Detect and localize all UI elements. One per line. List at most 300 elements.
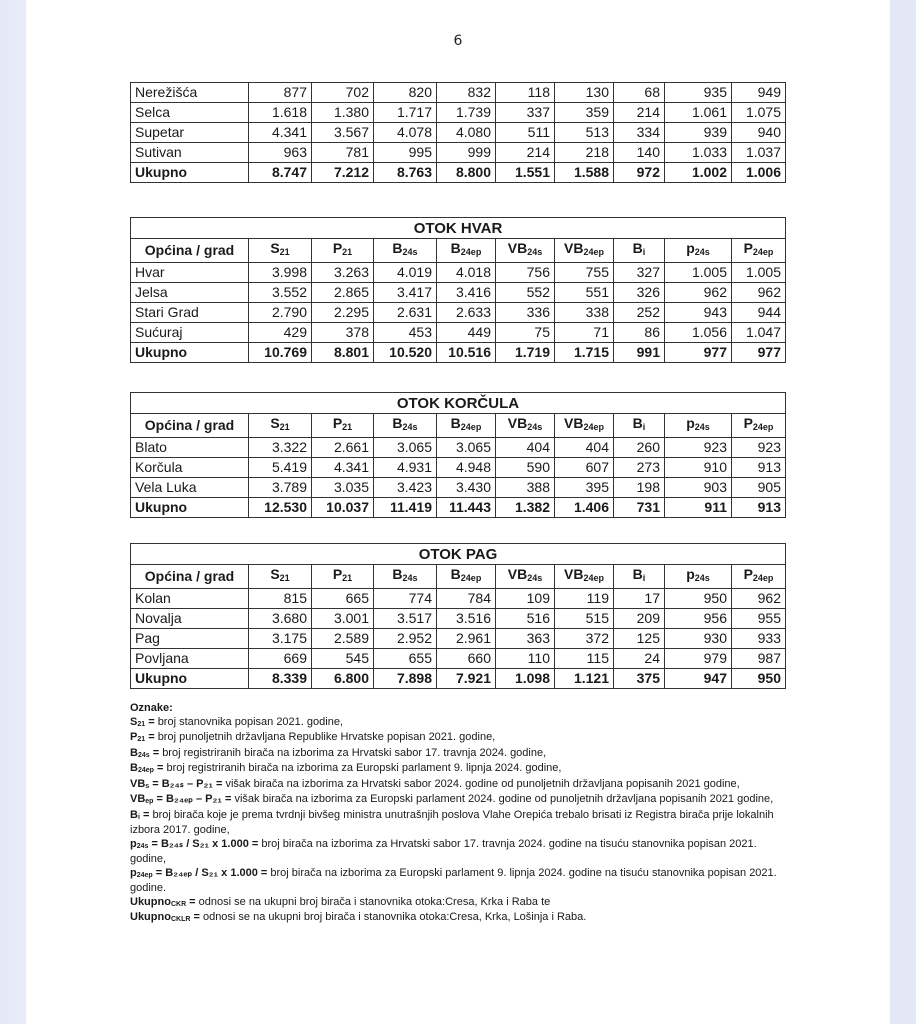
total-cell: 10.769 [249,343,312,363]
table-cell: 24 [614,649,665,669]
table-row [131,263,786,283]
total-cell: 6.800 [312,669,374,689]
legend-item [130,867,790,896]
table-cell: 4.341 [312,458,374,478]
total-cell: 10.520 [374,343,437,363]
column-header [312,414,374,438]
table-cell: 4.080 [437,123,496,143]
column-header-label: Općina / grad [144,242,235,258]
table-cell: 905 [732,478,786,498]
table-cell: 963 [249,143,312,163]
table-cell: 815 [249,589,312,609]
table-cell: 3.789 [249,478,312,498]
table-cell: 955 [732,609,786,629]
total-cell: 1.098 [496,669,555,689]
legend-term [130,716,158,728]
total-cell: 1.121 [555,669,614,689]
legend-formula: = [186,895,199,908]
legend-formula: = [190,911,203,923]
column-header [437,565,496,589]
table-cell: 1.618 [249,103,312,123]
municipality-name: Hvar [131,263,249,283]
column-header-subscript: 24s [527,422,543,432]
table-cell: 2.961 [437,629,496,649]
table-cell: 218 [555,143,614,163]
column-header [131,565,249,589]
column-header-label: VB [564,566,584,582]
column-header [374,414,437,438]
legend-term-base: B [130,808,138,821]
table-cell: 660 [437,649,496,669]
legend-description: višak birača na izborima za Hrvatski sabor 2024. godine od punoljetnih državljana popisanih 2021 godine, [225,777,740,790]
column-header-label: B [632,566,643,582]
table-cell: 513 [555,123,614,143]
table-cell: 334 [614,123,665,143]
column-header-label: Općina / grad [144,417,235,433]
total-cell: 8.801 [312,343,374,363]
table-cell: 2.295 [312,303,374,323]
table-cell: 3.322 [249,438,312,458]
table-total-row [131,669,786,689]
column-header [614,565,665,589]
total-cell: 10.516 [437,343,496,363]
table-cell: 359 [555,103,614,123]
legend-term-base: B [130,746,138,759]
table-cell: 3.417 [374,283,437,303]
table-cell: 3.416 [437,283,496,303]
table-cell: 979 [665,649,732,669]
table-row [131,83,786,103]
table-cell: 545 [312,649,374,669]
table-cell: 68 [614,83,665,103]
table-cell: 260 [614,438,665,458]
column-header-label: p [686,415,695,431]
column-header [614,239,665,263]
table-cell: 404 [555,438,614,458]
legend-term [130,762,166,774]
table-cell: 950 [665,589,732,609]
legend-term-base: S [130,715,138,728]
municipality-name: Supetar [131,123,249,143]
table-cell: 923 [665,438,732,458]
column-header-subscript: 21 [342,573,353,583]
table-cell: 1.717 [374,103,437,123]
table-cell: 913 [732,458,786,478]
column-header-subscript: 21 [279,422,290,432]
legend-item [130,896,790,912]
legend-term [130,838,261,850]
table-cell: 4.948 [437,458,496,478]
municipality-name: Novalja [131,609,249,629]
table-cell: 987 [732,649,786,669]
table-cell: 2.633 [437,303,496,323]
column-header-subscript: 24s [527,247,543,257]
column-header-subscript: 24ep [583,247,604,257]
total-cell: 8.747 [249,163,312,183]
legend-item [130,838,790,867]
legend-term-base: Ukupno [130,911,171,923]
document-page [26,0,890,1024]
legend-term [130,731,158,743]
table-cell: 1.380 [312,103,374,123]
total-cell: 977 [665,343,732,363]
column-header-subscript: 24s [402,422,418,432]
column-header [555,565,614,589]
column-header-label: S [270,415,280,431]
total-cell: 1.588 [555,163,614,183]
column-header [555,239,614,263]
table-title-row [131,218,786,239]
table-cell: 214 [614,103,665,123]
table-brac-continued [130,82,786,183]
table-cell: 1.739 [437,103,496,123]
municipality-name: Korčula [131,458,249,478]
legend-term-base: B [130,762,138,774]
table-cell: 1.047 [732,323,786,343]
total-cell: 913 [732,498,786,518]
column-header-subscript: 24s [402,247,418,257]
table-total-row [131,343,786,363]
table-cell: 552 [496,283,555,303]
column-header [555,414,614,438]
municipality-name: Stari Grad [131,303,249,323]
table-cell: 337 [496,103,555,123]
column-header-label: B [450,240,461,256]
total-cell: 8.800 [437,163,496,183]
legend-item [130,747,790,763]
table-cell: 784 [437,589,496,609]
table-cell: 956 [665,609,732,629]
page-number: 6 [453,33,463,49]
column-header [614,414,665,438]
column-header-label: P [743,566,753,582]
column-header-subscript: i [642,573,646,583]
table-cell: 2.589 [312,629,374,649]
legend-description: odnosi se na ukupni broj birača i stanovnika otoka:Cresa, Krka, Lošinja i Raba. [202,911,587,923]
total-cell: 1.006 [732,163,786,183]
total-cell: 11.419 [374,498,437,518]
legend-formula: = B₂₄ₑₚ – P₂₁ = [153,793,235,805]
table-cell: 4.019 [374,263,437,283]
table-row [131,609,786,629]
table-cell: 130 [555,83,614,103]
legend-description: broj punoljetnih državljana Republike Hrvatske popisan 2021. godine, [157,731,496,743]
legend-term-subscript: s [145,782,150,790]
legend-term-subscript: CKR [170,900,187,908]
table-cell: 109 [496,589,555,609]
column-header-subscript: i [642,422,646,432]
column-header-subscript: 21 [279,247,290,257]
column-header [249,414,312,438]
column-header [496,565,555,589]
legend-term-base: p [130,866,137,879]
column-header [732,239,786,263]
table-cell: 774 [374,589,437,609]
column-header-subscript: 21 [342,247,353,257]
legend-item [130,793,790,809]
table-cell: 4.931 [374,458,437,478]
legend-term [130,778,225,790]
table-cell: 516 [496,609,555,629]
total-cell: 7.898 [374,669,437,689]
table-row [131,478,786,498]
legend-term-subscript: 21 [137,736,146,743]
legend-description: broj birača na izborima za Europski parlament 9. lipnja 2024. godine na tisuću stanovnika popisan 2021. godine. [130,866,777,894]
table-row [131,283,786,303]
total-cell: 977 [732,343,786,363]
table-total-row [131,498,786,518]
column-header [665,565,732,589]
column-header-subscript: 24s [694,422,710,432]
legend-formula: = [145,715,158,728]
table-cell: 702 [312,83,374,103]
table-cell: 273 [614,458,665,478]
column-header-subscript: 24ep [460,573,482,583]
table-cell: 939 [665,123,732,143]
column-header-label: Općina / grad [144,568,235,584]
table-cell: 378 [312,323,374,343]
table-otok-korcula [130,392,786,518]
legend-term-subscript: CKLR [170,916,191,923]
table-cell: 940 [732,123,786,143]
table-title-row [131,393,786,414]
legend-term-subscript: i [137,813,140,821]
column-header-label: VB [507,566,528,582]
column-header-label: P [332,566,343,582]
table-cell: 832 [437,83,496,103]
column-header-label: P [743,415,753,431]
total-cell: 1.551 [496,163,555,183]
table-header-row [131,565,786,589]
table-cell: 949 [732,83,786,103]
table-cell: 3.065 [437,438,496,458]
column-header [437,414,496,438]
municipality-name: Povljana [131,649,249,669]
column-header-subscript: 24ep [752,573,774,583]
table-cell: 755 [555,263,614,283]
total-cell: 1.002 [665,163,732,183]
table-title: OTOK PAG [131,544,786,565]
column-header [437,239,496,263]
table-row [131,123,786,143]
legend-term [130,809,152,821]
legend-description: višak birača na izborima za Europski parlament 2024. godine od punoljetnih državljana popisanih 2021 godine, [234,793,774,805]
column-header [249,239,312,263]
table-cell: 327 [614,263,665,283]
table-cell: 3.567 [312,123,374,143]
table-cell: 1.061 [665,103,732,123]
table-cell: 449 [437,323,496,343]
table-cell: 1.033 [665,143,732,163]
table-cell: 935 [665,83,732,103]
legend-description: broj birača na izborima za Hrvatski sabor 17. travnja 2024. godine na tisuću stanovnika popisan 2021. godine, [130,837,757,865]
municipality-name: Kolan [131,589,249,609]
column-header-subscript: 24s [694,573,710,583]
column-header [665,239,732,263]
table-cell: 903 [665,478,732,498]
legend-term-base: P [130,731,138,743]
column-header-label: VB [564,240,584,256]
legend-formula: = [145,731,158,743]
legend-items [130,716,790,927]
legend-formula: = B₂₄ₛ – P₂₁ = [149,777,226,790]
legend-formula: = B₂₄ₑₚ / S₂₁ x 1.000 = [152,866,271,879]
column-header-label: B [450,415,461,431]
table-title-row [131,544,786,565]
column-header-label: B [632,240,643,256]
total-cell: 991 [614,343,665,363]
table-cell: 1.005 [732,263,786,283]
legend-item [130,911,790,927]
table-cell: 930 [665,629,732,649]
total-cell: 1.382 [496,498,555,518]
table-cell: 944 [732,303,786,323]
municipality-name: Sućuraj [131,323,249,343]
column-header-subscript: 24ep [752,422,774,432]
total-cell: 7.212 [312,163,374,183]
table-cell: 923 [732,438,786,458]
column-header [665,414,732,438]
table-cell: 3.998 [249,263,312,283]
total-cell: 10.037 [312,498,374,518]
total-label: Ukupno [131,343,249,363]
table-cell: 1.005 [665,263,732,283]
column-header-subscript: 24s [694,247,710,257]
municipality-name: Vela Luka [131,478,249,498]
column-header-subscript: 21 [279,573,290,583]
total-cell: 7.921 [437,669,496,689]
table-cell: 453 [374,323,437,343]
column-header-subscript: 24ep [460,422,482,432]
table-cell: 214 [496,143,555,163]
table-cell: 655 [374,649,437,669]
column-header-label: B [392,566,403,582]
legend-description: odnosi se na ukupni broj birača i stanovnika otoka:Cresa, Krka i Raba te [198,895,551,908]
legend-term-subscript: 24ep [137,767,154,774]
legend-term-subscript: 24s [137,751,150,759]
table-row [131,589,786,609]
total-cell: 950 [732,669,786,689]
total-cell: 972 [614,163,665,183]
table-cell: 5.419 [249,458,312,478]
column-header-label: VB [507,415,528,431]
table-cell: 877 [249,83,312,103]
table-cell: 1.056 [665,323,732,343]
municipality-name: Pag [131,629,249,649]
table-cell: 962 [732,589,786,609]
table-cell: 118 [496,83,555,103]
column-header-label: S [270,566,280,582]
legend [130,702,790,927]
total-cell: 1.715 [555,343,614,363]
table-cell: 198 [614,478,665,498]
table-cell: 515 [555,609,614,629]
column-header [374,565,437,589]
table-cell: 338 [555,303,614,323]
legend-item [130,731,790,747]
total-cell: 8.763 [374,163,437,183]
table-cell: 4.341 [249,123,312,143]
municipality-name: Selca [131,103,249,123]
table-cell: 404 [496,438,555,458]
legend-term-subscript: ep [145,798,154,805]
column-header-label: P [332,415,343,431]
municipality-name: Nerežišća [131,83,249,103]
column-header-label: B [392,240,403,256]
table-cell: 2.631 [374,303,437,323]
table-cell: 665 [312,589,374,609]
column-header [496,239,555,263]
table-cell: 511 [496,123,555,143]
municipality-name: Sutivan [131,143,249,163]
legend-item [130,778,790,794]
table-row [131,303,786,323]
column-header-label: p [686,566,695,582]
table-cell: 125 [614,629,665,649]
table-cell: 326 [614,283,665,303]
column-header [496,414,555,438]
table-cell: 962 [732,283,786,303]
legend-term [130,747,162,759]
table-otok-pag [130,543,786,689]
legend-description: broj stanovnika popisan 2021. godine, [157,715,343,728]
column-header-subscript: 21 [342,422,353,432]
table-cell: 3.516 [437,609,496,629]
table-title: OTOK HVAR [131,218,786,239]
legend-term [130,867,270,879]
column-header-label: p [686,240,695,256]
table-cell: 252 [614,303,665,323]
column-header [249,565,312,589]
table-cell: 4.018 [437,263,496,283]
legend-formula: = [153,762,167,774]
column-header [374,239,437,263]
legend-term-base: p [130,837,137,850]
total-cell: 11.443 [437,498,496,518]
table-cell: 71 [555,323,614,343]
table-cell: 551 [555,283,614,303]
table-row [131,629,786,649]
table-cell: 372 [555,629,614,649]
table-cell: 3.423 [374,478,437,498]
table-cell: 395 [555,478,614,498]
column-header-label: B [450,566,461,582]
table-header-row [131,239,786,263]
table-cell: 363 [496,629,555,649]
table-cell: 962 [665,283,732,303]
legend-term [130,793,234,805]
total-cell: 947 [665,669,732,689]
table-cell: 2.790 [249,303,312,323]
table-cell: 669 [249,649,312,669]
total-label: Ukupno [131,163,249,183]
table-cell: 3.680 [249,609,312,629]
table-cell: 2.865 [312,283,374,303]
legend-term-subscript: 21 [137,720,146,728]
legend-formula: = [139,808,153,821]
table-cell: 86 [614,323,665,343]
table-total-row [131,163,786,183]
legend-term-base: VB [130,777,146,790]
table-row [131,143,786,163]
table-row [131,438,786,458]
table-cell: 943 [665,303,732,323]
legend-term-subscript: 24s [136,842,149,850]
legend-term [130,911,203,923]
table-cell: 2.952 [374,629,437,649]
legend-formula: = [149,746,163,759]
column-header-subscript: 24ep [583,573,604,583]
